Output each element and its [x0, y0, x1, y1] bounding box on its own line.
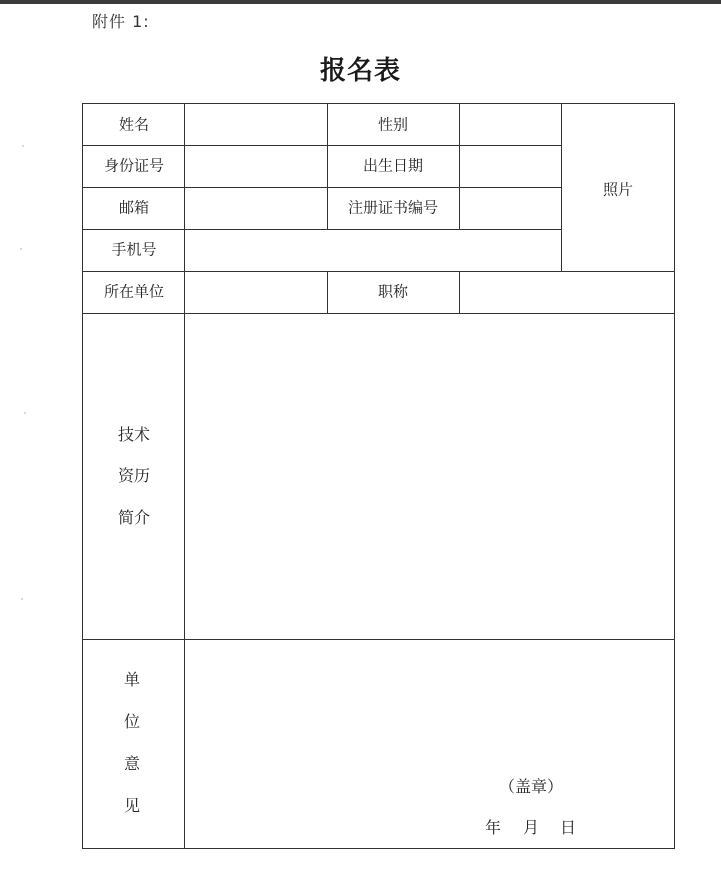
id-number-field[interactable] [185, 146, 327, 187]
employer-field[interactable] [185, 272, 327, 313]
date-day-label: 日 [559, 818, 577, 837]
date-month-label: 月 [522, 818, 540, 837]
opinion-label-line-2: 位 [123, 712, 141, 731]
email-field[interactable] [185, 188, 327, 229]
phone-field[interactable] [185, 230, 561, 271]
cert-number-field[interactable] [460, 188, 561, 229]
attachment-label: 附件 1: [92, 12, 150, 31]
technical-resume-field[interactable] [185, 314, 674, 639]
registration-form-table [82, 103, 675, 849]
birth-date-field[interactable] [460, 146, 561, 187]
scan-top-edge [0, 0, 721, 4]
label-name: 姓名 [118, 115, 150, 134]
resume-label-line-1: 技术 [117, 425, 151, 444]
gender-field[interactable] [460, 104, 561, 145]
label-birth-date: 出生日期 [362, 156, 424, 175]
col-divider-mid-lower [327, 271, 328, 313]
label-job-title: 职称 [377, 282, 409, 301]
col-divider-mid-upper [327, 104, 328, 229]
scan-speck [24, 412, 26, 414]
photo-box[interactable] [562, 104, 674, 271]
opinion-label-line-4: 见 [123, 796, 141, 815]
label-cert-number: 注册证书编号 [347, 198, 439, 217]
label-employer: 所在单位 [103, 282, 165, 301]
opinion-label-line-3: 意 [123, 754, 141, 773]
job-title-field[interactable] [460, 272, 674, 313]
label-id-number: 身份证号 [103, 156, 165, 175]
opinion-label-line-1: 单 [123, 670, 141, 689]
name-field[interactable] [185, 104, 327, 145]
employer-opinion-field[interactable] [185, 640, 674, 848]
page-title: 报名表 [319, 56, 401, 86]
resume-label-line-2: 资历 [117, 466, 151, 485]
label-gender: 性别 [377, 115, 409, 134]
scan-speck [20, 248, 22, 250]
date-year-label: 年 [484, 818, 502, 837]
label-photo: 照片 [602, 180, 634, 199]
label-email: 邮箱 [118, 198, 150, 217]
label-phone: 手机号 [111, 240, 157, 259]
scan-speck [21, 598, 23, 600]
scan-speck [22, 145, 24, 147]
resume-label-line-3: 简介 [117, 508, 151, 527]
seal-stamp-label: （盖章） [498, 777, 564, 796]
